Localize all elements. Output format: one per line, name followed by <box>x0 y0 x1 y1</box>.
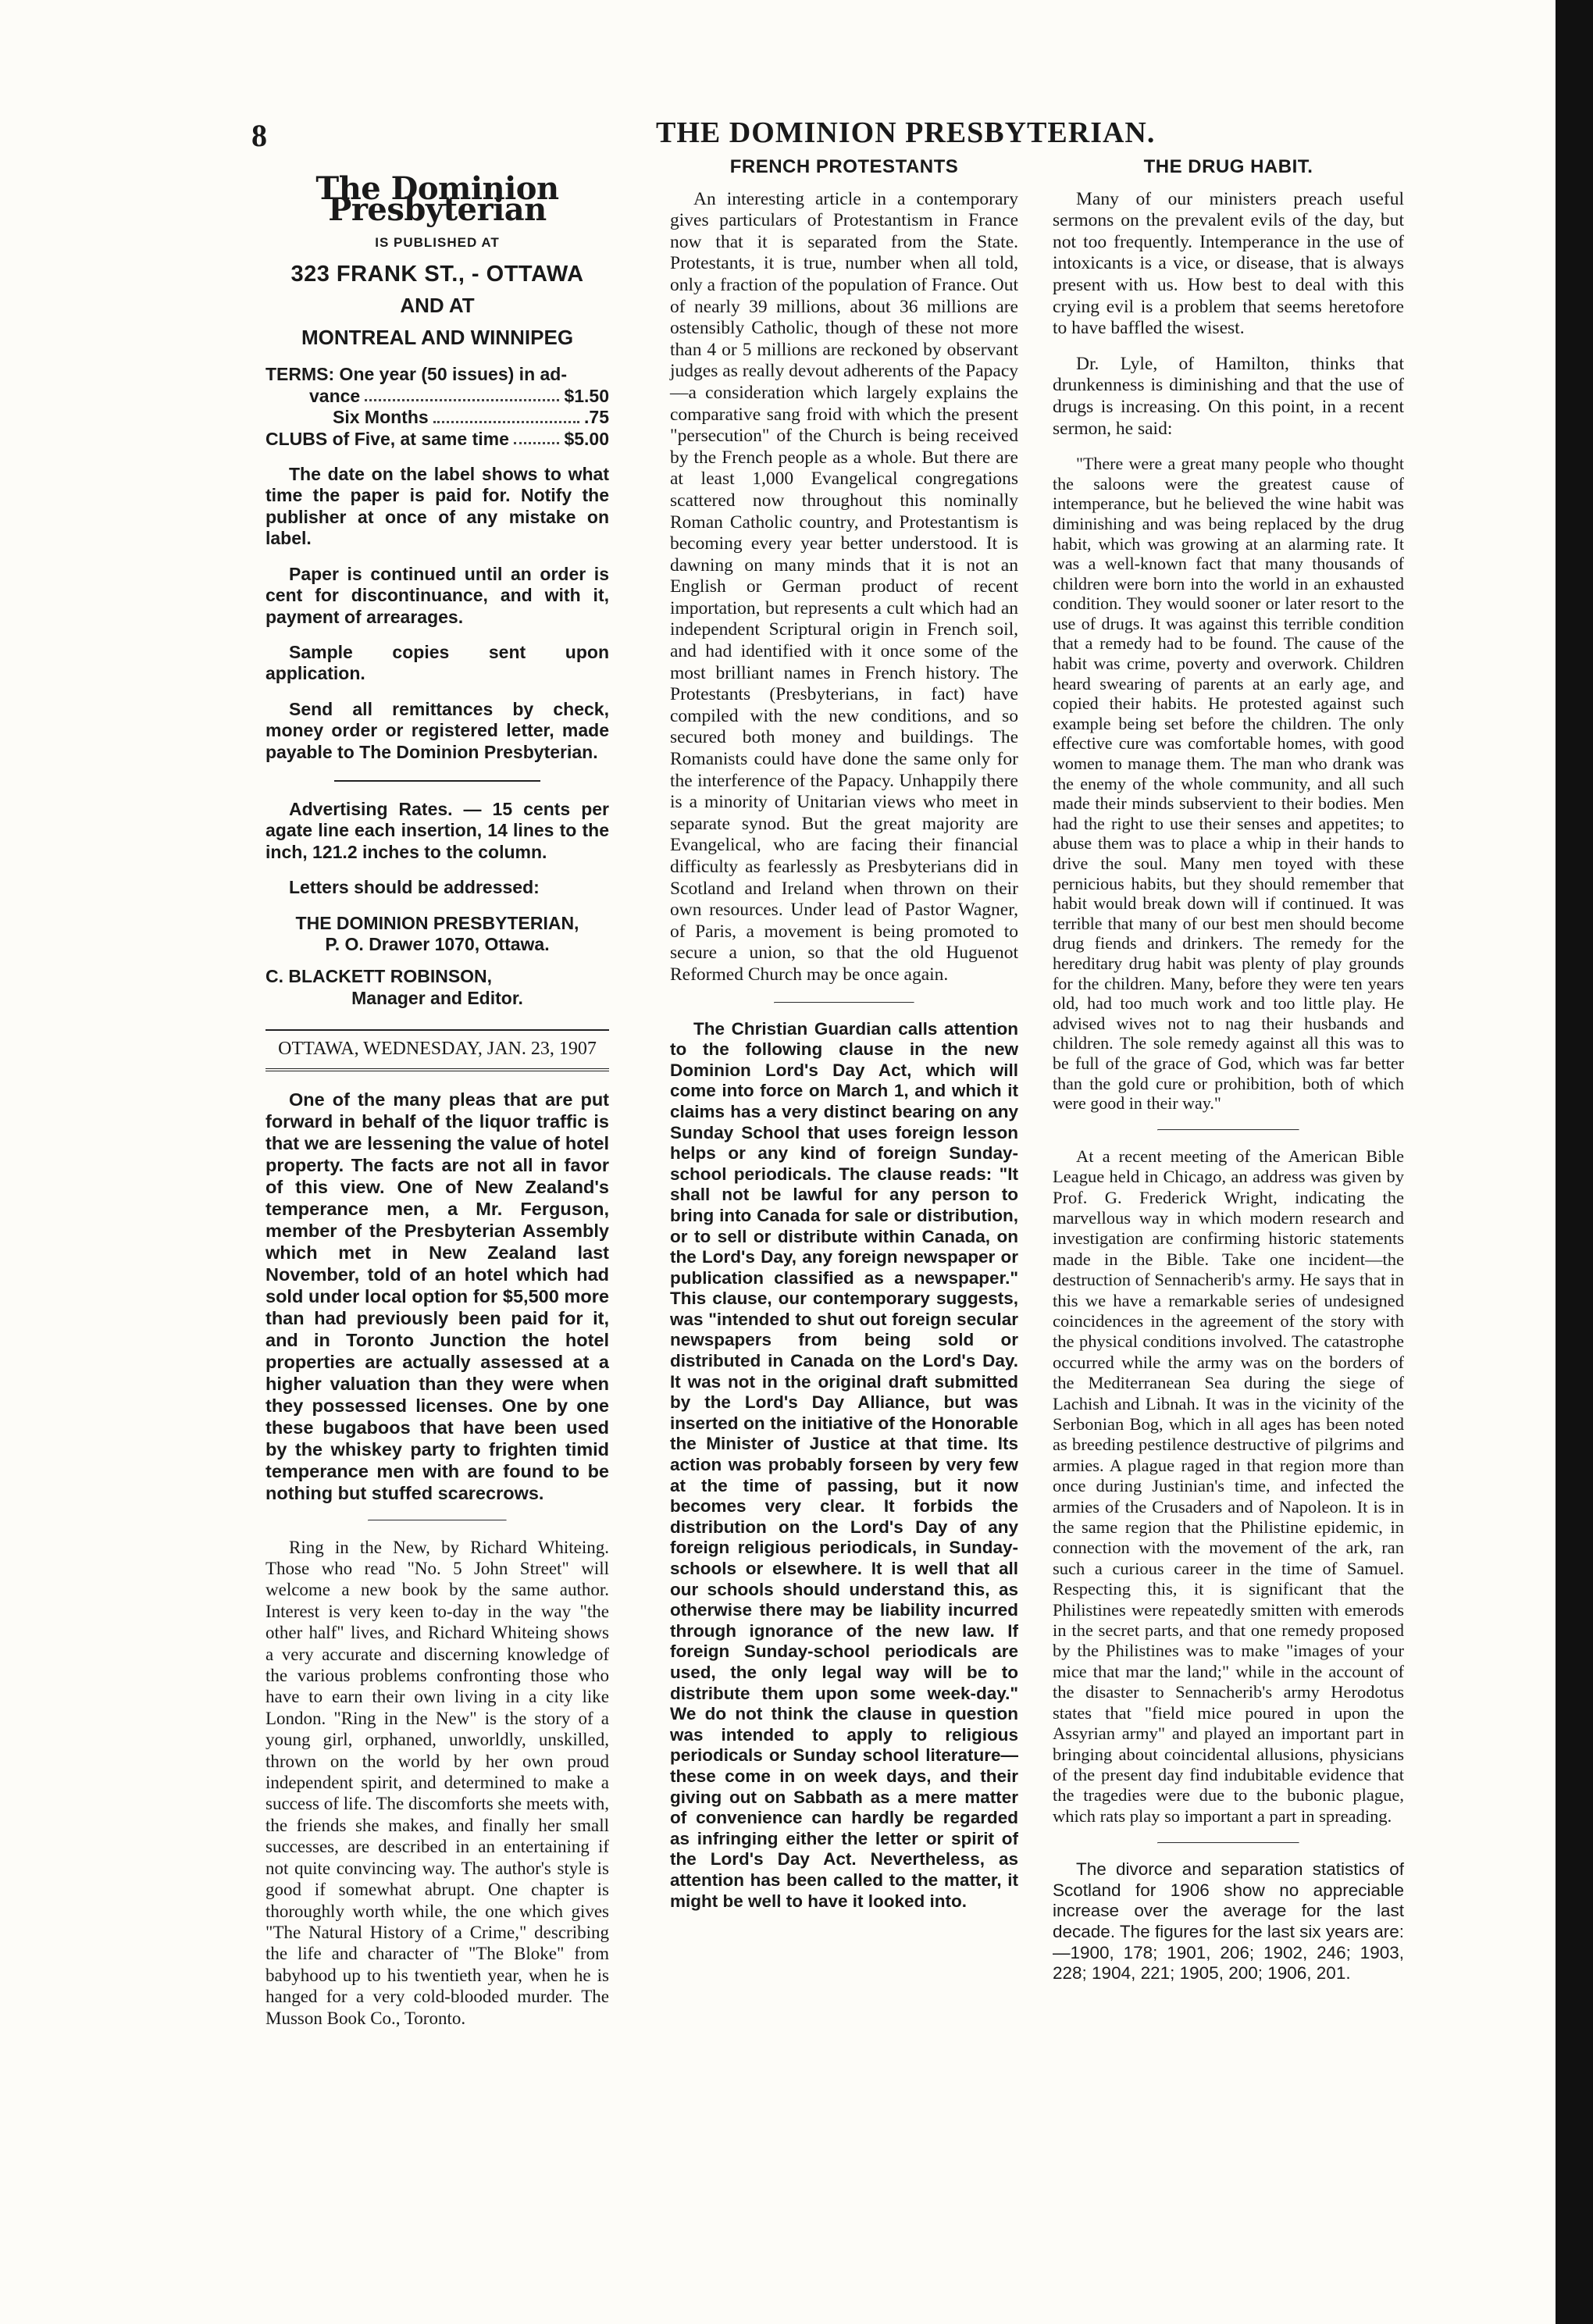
terms-price: $1.50 <box>564 385 609 406</box>
divider <box>774 1002 914 1003</box>
french-protestants-heading: FRENCH PROTESTANTS <box>729 156 959 177</box>
divider <box>368 1520 507 1521</box>
clubs-label: CLUBS of Five, at same time <box>266 428 509 449</box>
label-notice: The date on the label shows to what time the paper is paid for. Notify the publisher at once of any mistake on label. <box>266 464 609 549</box>
divider <box>1157 1842 1299 1844</box>
letters-note: Letters should be addressed: <box>289 877 540 898</box>
office-address: 323 FRANK ST., - OTTAWA <box>290 262 584 287</box>
six-months-price: .75 <box>584 407 609 428</box>
six-months-row <box>266 407 609 428</box>
manager-title: Manager and Editor. <box>351 987 523 1008</box>
column-2 <box>670 156 1018 1926</box>
address-box: P. O. Drawer 1070, Ottawa. <box>325 933 550 954</box>
branch-cities: MONTREAL AND WINNIPEG <box>301 326 574 350</box>
remittance-notice: Send all remittances by check, money order or registered letter, made payable to The Dominion Presbyterian. <box>266 698 609 762</box>
six-months-label: Six Months <box>333 407 429 428</box>
and-at: AND AT <box>400 293 475 317</box>
divider <box>334 780 540 782</box>
dateline: OTTAWA, WEDNESDAY, JAN. 23, 1907 <box>278 1039 597 1060</box>
published-at: IS PUBLISHED AT <box>375 234 500 250</box>
drug-habit-lyle: Dr. Lyle, of Hamilton, thinks that drunkenness is diminishing and that the use of drugs is increasing. On this point, in a recent sermon, he said: <box>1053 353 1404 439</box>
divider <box>1157 1129 1299 1131</box>
divorce-statistics: The divorce and separation statistics of Scotland for 1906 show no appreciable increase over the average for the last decade. The figures for the last six years are:—1900, 178; 1901, 206; 1902, 246; 1903, 228; 1904, 221; 1905, 200; 1906, 201. <box>1053 1859 1404 1984</box>
advertising-rates: Advertising Rates. — 15 cents per agate line each insertion, 14 lines to the inch, 121.2 inches to the column. <box>266 798 609 862</box>
liquor-editorial: One of the many pleas that are put forward in behalf of the liquor traffic is that we are lessening the value of hotel property. The facts are not all in favor of this view. One of New Zealand's temperance men, a Mr. Ferguson, member of the Presbyterian Assembly which met in New Zealand last November, told of an hotel which had sold under local option for $5,500 more than had previously been paid for it, and in Toronto Junction the hotel properties are actually assessed at a higher valuation than they were when they possessed licenses. One by one these bugaboos that have been used by the whiskey party to frighten timid temperance men with are found to be nothing but stuffed scarecrows. <box>266 1089 609 1503</box>
address-name: THE DOMINION PRESBYTERIAN, <box>295 912 579 933</box>
continuance-notice: Paper is continued until an order is cent for discontinuance, and with it, payment of arrearages. <box>266 563 609 627</box>
french-protestants-article: An interesting article in a contemporary gives particulars of Protestantism in France now that it is separated from the State. Protestants, it is true, number when all told, only a fraction of the population of France. Out of nearly 39 millions, about 36 millions are ostensibly Catholic, though of these not more than 4 or 5 millions are reckoned by observant judges as really devout adherents of the Papacy—a consideration which largely explains the comparative sang froid with which the present "persecution" of the Church is being received by the French people as a whole. But there are at least 1,000 Evangelical congregations scattered now throughout this nominally Roman Catholic country, and Protestantism is becoming every year better understood. It is dawning on many minds that it is not an English or German product of recent importation, but represents a cult which had an independent Scriptural origin in French soil, and had identified with it once some of the most brilliant names in French history. The Protestants (Presbyterians, in fact) have compiled with the new conditions, and so secured both money and buildings. The Romanists could have done the same only for the interference of the Papacy. Unhappily there is a minority of Unitarian views who meet in separate synod. But the great majority are Evangelical, who are facing their financial difficulty as fearlessly as Presbyterians did in Scotland and Ireland when thrown on their own resources. Under lead of Pastor Wagner, of Paris, a movement is being promoted to secure a union, so that the old Huguenot Reformed Church may be once again. <box>670 188 1018 985</box>
scan-dark-edge <box>1556 0 1593 2324</box>
double-rule <box>266 1068 609 1071</box>
book-review: Ring in the New, by Richard Whiteing. Those who read "No. 5 John Street" will welcome a new book by the same author. Interest is very keen to-day in the way "the other half" lives, and Richard Whiteing shows a very accurate and discerning knowledge of the various problems confronting those who have to earn their own living in a city like London. "Ring in the New" is the story of a young girl, orphaned, unworldly, unskilled, thrown on the world by her own proud independent spirit, and determined to make a success of life. The discomforts she meets with, the friends she makes, and finally her small successes, are described in an entertaining if not quite convincing way. The author's style is good if somewhat abrupt. One chapter is thoroughly worth while, the one which gives "The Natural History of a Crime," describing the life and character of "The Bloke" from babyhood up to his twentieth year, when he is hanged for a very cold-blooded murder. The Musson Book Co., Toronto. <box>266 1537 609 2028</box>
masthead-title: The Dominion Presbyterian <box>315 170 559 229</box>
terms-label: vance <box>309 385 361 406</box>
page-number: 8 <box>251 118 267 153</box>
terms-price-row <box>266 386 609 407</box>
column-3 <box>1053 156 1404 1998</box>
drug-habit-intro: Many of our ministers preach useful sermons on the prevalent evils of the day, but not too frequently. Intemperance in the use of intoxicants is a vice, or disease, that is always present with us. How best to deal with this crying evil is a problem that seems heretofore to have baffled the wisest. <box>1053 188 1404 339</box>
column-1 <box>266 156 609 2043</box>
clubs-price: $5.00 <box>564 428 609 449</box>
drug-habit-heading: THE DRUG HABIT. <box>1143 156 1313 177</box>
sample-notice: Sample copies sent upon application. <box>266 641 609 684</box>
clubs-row <box>266 429 609 450</box>
terms-line: TERMS: One year (50 issues) in ad- <box>266 364 568 385</box>
manager-name: C. BLACKETT ROBINSON, <box>266 966 493 987</box>
drug-habit-quote: "There were a great many people who thought the saloons were the greatest cause of intemperance, but he believed the wine habit was diminishing and was being replaced by the drug habit, which was growing at an alarming rate. It was a well-known fact that many thousands of children were born into the world in an exhausted condition. They would sooner or later resort to the use of drugs. It was against this terrible condition that a remedy had to be found. The cause of the habit was crime, poverty and overwork. Children heard swearing of parents at an early age, and copied their habits. He protested against such example being set before the children. The only effective cure was comfortable homes, with good women to manage them. The man who drank was the enemy of the whole community, and all such made their minds subservient to their bodies. Men had the right to use their senses and appetites; to abuse them was to place a whip in their hands to drive the soul. Many men toyed with these pernicious habits, but they should remember that habit would break down will if continued. It was terrible that many of our best men should become drug fiends and drinkers. The remedy for the hereditary drug habit was plenty of play grounds for the children. Many, before they were ten years old, had too much work and too little play. He advised wives not to nag their husbands and children. The sole remedy against all this was to be full of the grace of God, which was far better than the gold cure or prohibition, both of which were good in their way." <box>1053 454 1404 1114</box>
lords-day-article: The Christian Guardian calls attention to the following clause in the new Dominion Lord's Day Act, which will come into force on March 1, and which it claims has a very distinct bearing on any Sunday School that uses foreign lesson helps or any kind of foreign Sunday-school periodicals. The clause reads: "It shall not be lawful for any person to bring into Canada for sale or distribution, or to sell or distribute within Canada, on the Lord's Day, any foreign newspaper or publication classified as a newspaper." This clause, our contemporary suggests, was "intended to shut out foreign secular newspapers from being sold or distributed in Canada on the Lord's Day. It was not in the original draft submitted by the Lord's Day Alliance, but was inserted on the initiative of the Honorable the Minister of Justice at that time. Its action was probably forseen by very few at the time of passing, but it now becomes very clear. It forbids the distribution on the Lord's Day of any foreign religious periodicals, in Sunday-schools or elsewhere. It is well that all our schools should understand this, as otherwise there may be liability incurred through ignorance of the new law. If foreign Sunday-school periodicals are used, the only legal way will be to distribute them upon some week-day." We do not think the clause in question was intended to apply to religious periodicals or Sunday school literature—these come in on week days, and their giving out on Sabbath as a mere matter of convenience can hardly be regarded as infringing either the letter or spirit of the Lord's Day Act. Nevertheless, as attention has been called to the matter, it might be well to have it looked into. <box>670 1018 1018 1911</box>
running-head: THE DOMINION PRESBYTERIAN. <box>656 116 1156 149</box>
bible-league-article: At a recent meeting of the American Bible League held in Chicago, an address was given by Prof. G. Frederick Wright, indicating the marvellous way in which modern research and investigation are confirming historic statements made in the Bible. Take one incident—the destruction of Sennacherib's army. He says that in this we have a remarkable series of undesigned coincidences in the agreement of the story with the physical conditions involved. The catastrophe occurred while the army was on the borders of the Mediterranean Sea during the siege of Lachish and Libnah. It was in the vicinity of the Serbonian Bog, which in all ages has been noted as breeding pestilence destructive of pilgrims and armies. A plague raged in that region more than once during Justinian's time, and infected the armies of the Crusaders and of Napoleon. It is in the same region that the Philistine epidemic, in connection with the movement of the ark, ran such a curious career in the time of Samuel. Respecting this, it is significant that the Philistines were repeatedly smitten with emerods in the secret parts, and that one remedy proposed by the Philistines was to make "images of your mice that mar the land;" while in the account of the disaster to Sennacherib's army Herodotus states that "field mice poured in upon the Assyrian army" and played an important part in bringing about coincidental allusions, physicians of the present day find indubitable evidence that the tragedies were due to the bubonic plague, which rats play so important a part in spreading. <box>1053 1146 1404 1826</box>
divider <box>266 1029 609 1031</box>
